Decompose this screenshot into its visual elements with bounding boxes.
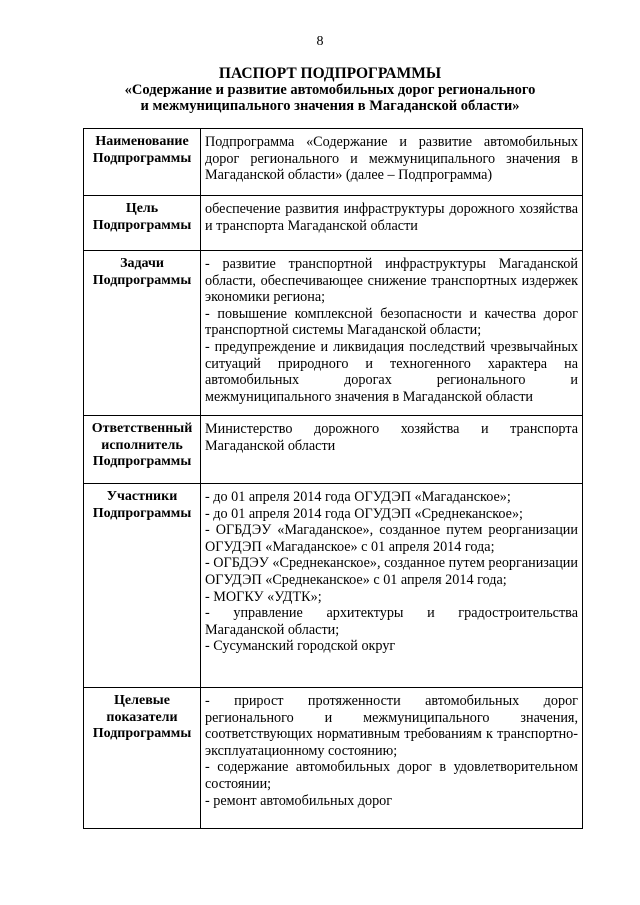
table-row-responsible — [84, 416, 583, 484]
table-row-indicators — [84, 688, 583, 829]
row-label-line: Подпрограммы — [92, 454, 192, 470]
table-row-participants — [84, 484, 583, 688]
row-content-item: - предупреждение и ликвидация последствий чрезвычайных ситуаций природного и техногенного характера на автомобильных дорогах регионального и межмуниципального значения в Магаданской области — [205, 338, 578, 405]
row-label-line: Цель — [125, 201, 159, 216]
row-content-item: - управление архитектуры и градостроительства Магаданской области; — [205, 605, 578, 638]
row-content-item: Подпрограмма «Содержание и развитие автомобильных дорог регионального и межмуниципального значения в Магаданской области» (далее – Подпрограмма) — [205, 134, 578, 184]
row-content — [201, 688, 583, 829]
row-label-line: Ответственный — [91, 421, 193, 436]
row-label-line: Задачи — [120, 256, 164, 271]
row-label-line: Наименование — [95, 134, 189, 149]
table-row-name — [84, 129, 583, 196]
row-label — [84, 484, 201, 688]
title-line-1: ПАСПОРТ ПОДПРОГРАММЫ — [218, 65, 442, 82]
row-content-item: - МОГКУ «УДТК»; — [205, 588, 322, 605]
row-content-item: - ремонт автомобильных дорог — [205, 792, 393, 809]
row-content-item: - прирост протяженности автомобильных дорог регионального и межмуниципального значения, соответствующих нормативным требованиям к транспортно-эксплуатационному состоянию; — [205, 693, 578, 759]
passport-table — [83, 128, 583, 829]
row-content-item: - ОГБДЭУ «Среднеканское», созданное путем реорганизации ОГУДЭП «Среднеканское» с 01 апреля 2014 года; — [205, 555, 578, 588]
row-label — [84, 196, 201, 251]
row-content — [201, 129, 583, 196]
row-content-item: - до 01 апреля 2014 года ОГУДЭП «Магаданское»; — [205, 489, 511, 505]
row-label-line: Подпрограммы — [92, 217, 192, 233]
document-title — [70, 66, 590, 114]
row-label-line: Подпрограммы — [92, 505, 192, 521]
title-line-2: «Содержание и развитие автомобильных дорог регионального — [124, 82, 536, 98]
row-label — [84, 416, 201, 484]
row-content-item: - Сусуманский городской округ — [205, 638, 396, 655]
row-content-item: Министерство дорожного хозяйства и транспорта Магаданской области — [205, 421, 578, 454]
row-label-line: показатели — [106, 709, 178, 725]
row-label — [84, 688, 201, 829]
page-number: 8 — [316, 34, 324, 49]
row-label-line: Участники — [106, 489, 178, 504]
row-content — [201, 416, 583, 484]
row-label-line: Подпрограммы — [92, 272, 192, 288]
table-row-goal — [84, 196, 583, 251]
title-line-3: и межмуниципального значения в Магаданской области» — [140, 98, 520, 114]
row-label-line: Целевые — [114, 693, 170, 708]
row-label-line: Подпрограммы — [92, 150, 192, 166]
row-content — [201, 251, 583, 416]
row-content-item: - ОГБДЭУ «Магаданское», созданное путем реорганизации ОГУДЭП «Магаданское» с 01 апреля 2014 года; — [205, 522, 578, 555]
table-row-tasks — [84, 251, 583, 416]
row-content-item: обеспечение развития инфраструктуры дорожного хозяйства и транспорта Магаданской области — [205, 201, 578, 234]
row-label — [84, 251, 201, 416]
row-label-line: исполнитель — [101, 437, 183, 453]
row-content — [201, 196, 583, 251]
row-content-item: - повышение комплексной безопасности и качества дорог транспортной системы Магаданской области; — [205, 305, 578, 339]
row-content — [201, 484, 583, 688]
row-content-item: - развитие транспортной инфраструктуры Магаданской области, обеспечивающее снижение транспортных издержек экономики региона; — [205, 256, 578, 306]
row-content-item: - содержание автомобильных дорог в удовлетворительном состоянии; — [205, 759, 578, 792]
row-content-item: - до 01 апреля 2014 года ОГУДЭП «Среднеканское»; — [205, 505, 523, 522]
row-label — [84, 129, 201, 196]
row-label-line: Подпрограммы — [92, 726, 192, 742]
